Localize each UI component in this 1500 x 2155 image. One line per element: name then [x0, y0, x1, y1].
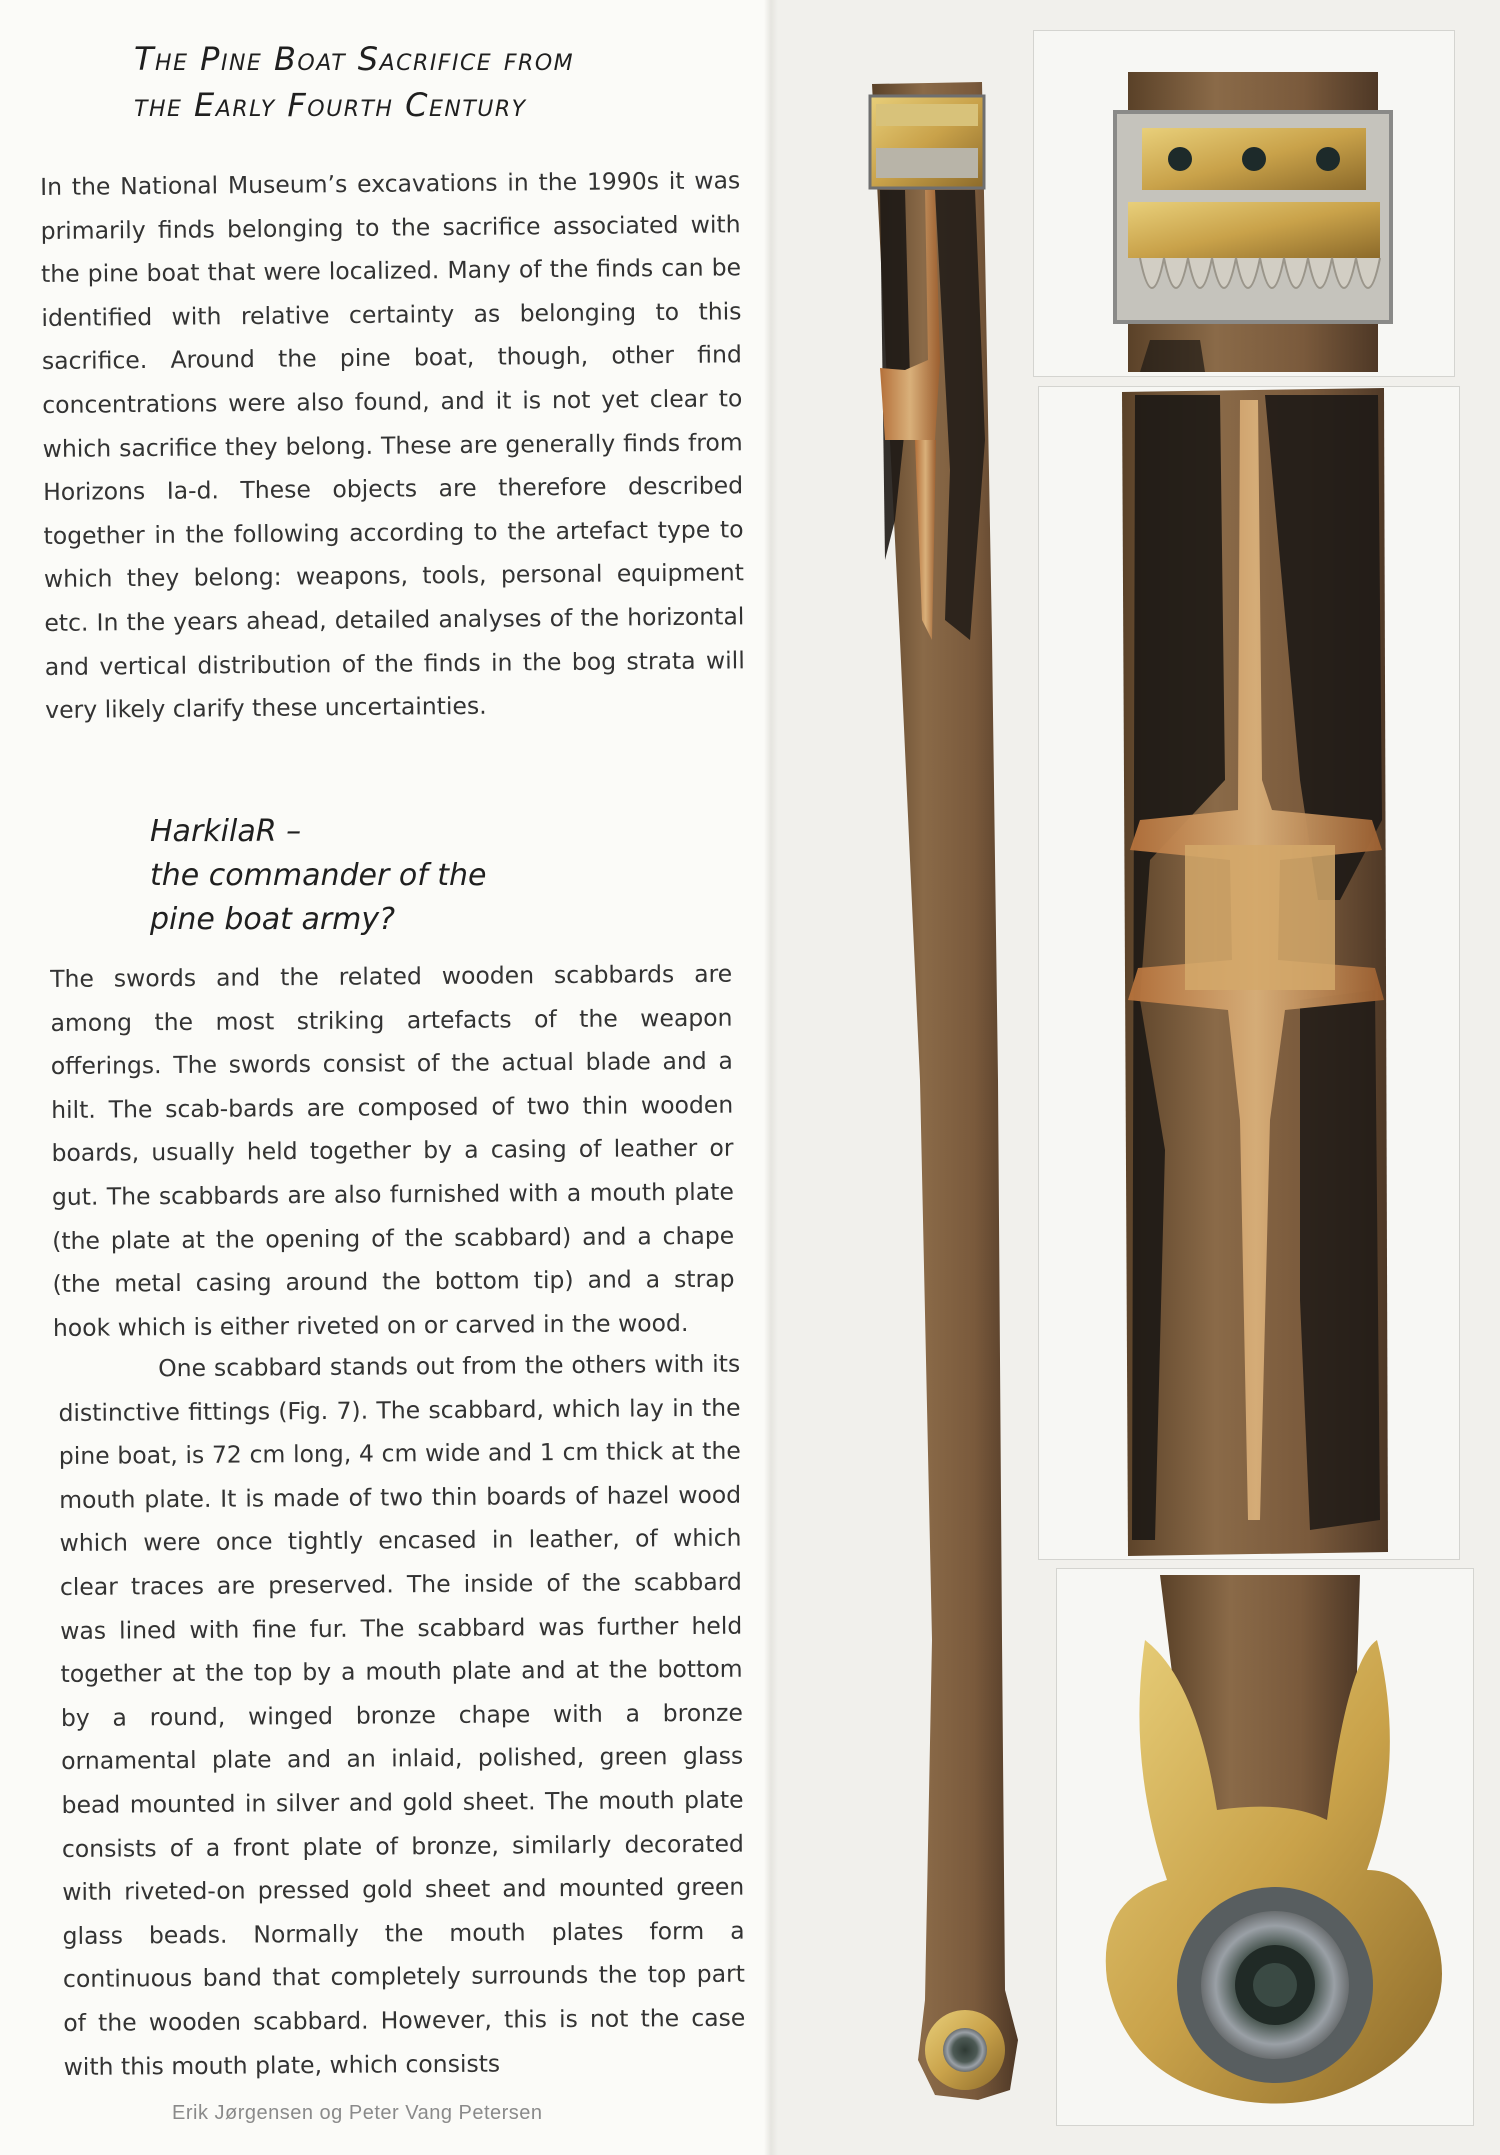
- paragraph-scabbard-text: One scabbard stands out from the others with its distinctive fittings (Fig. 7). The scabbard, which lay in the pine boat, is 72 cm long, 4 cm wide and 1 cm thick at the mouth plate. It is made of two thin boards of hazel wood which were once tightly encased in leather, of which clear traces are preserved. The inside of the scabbard was lined with fine fur. The scabbard was further held together at the top by a mouth plate and at the bottom by a round, winged bronze chape with a bronze ornamental plate and an inlaid, polished, green glass bead mounted in silver and gold sheet. The mouth plate consists of a front plate of bronze, similarly decorated with riveted-on pressed gold sheet and mounted green glass beads. Normally the mouth plates form a continuous band that completely surrounds the top part of the wooden scabbard. However, this is not the case with this mouth plate, which consists: [58, 1349, 746, 2081]
- heading-line-1: The Pine Boat Sacrifice from: [134, 40, 575, 78]
- full-scabbard-image: [870, 82, 1018, 2100]
- strap-hook-detail-image: [1122, 388, 1388, 1556]
- subheading-line-3: pine boat army?: [150, 902, 396, 937]
- paragraph-intro: In the National Museum’s excavations in the 1990s it was primarily finds belonging to the sacrifice associated with the pine boat that were localized. Many of the finds can be identified with relative certainty as belonging to this sacrifice. Around the pine boat, though, other find concentrations were also found, and it is not yet clear to which sacrifice they belong. These are generally finds from Horizons Ia-d. These objects are therefore described together in the following according to the artefact type to which they belong: weapons, tools, personal equipment etc. In the years ahead, detailed analyses of the horizontal and vertical distribution of the finds in the bog strata will very likely clarify these uncertainties.: [40, 166, 745, 725]
- chape-detail-image: [1106, 1575, 1442, 2104]
- mouth-plate-detail-image: [1115, 72, 1391, 372]
- page-footer-authors: Erik Jørgensen og Peter Vang Petersen: [172, 2102, 543, 2124]
- heading-line-2: the Early Fourth Century: [134, 86, 527, 124]
- subheading-line-1: HarkilaR –: [150, 814, 302, 849]
- subheading-line-2: the commander of the: [150, 858, 487, 893]
- paragraph-swords: The swords and the related wooden scabbards are among the most striking artefacts of the weapon offerings. The swords consist of the actual blade and a hilt. The scab-bards are composed of two thin wooden boards, usually held together by a casing of leather or gut. The scabbards are also furnished with a mouth plate (the plate at the opening of the scabbard) and a chape (the metal casing around the bottom tip) and a strap hook which is either riveted on or carved in the wood.: [50, 959, 735, 1342]
